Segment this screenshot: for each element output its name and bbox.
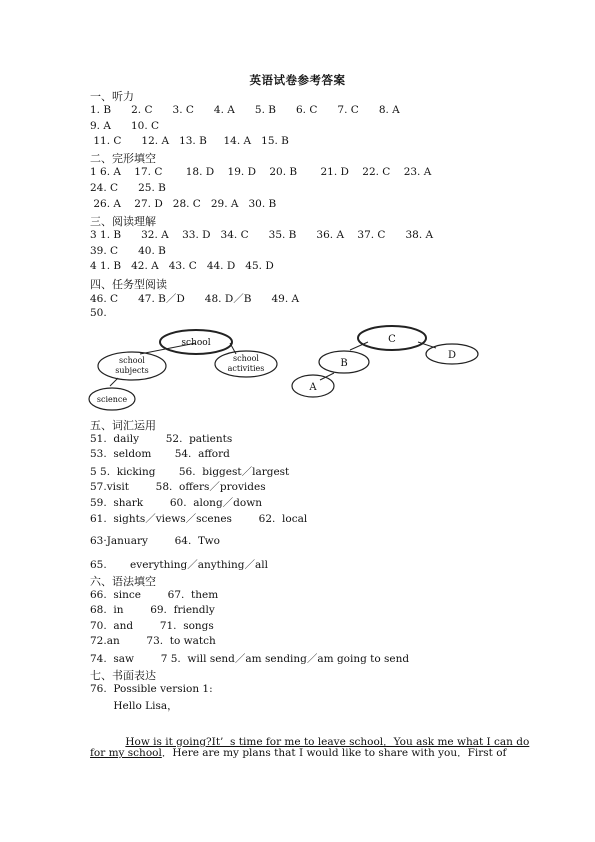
connector-line [110,378,118,386]
answer-line: 57.visit 58. offers／provides [90,481,266,493]
answer-line: 50. [90,307,107,319]
answer-line: 70. and 71. songs [90,620,214,632]
answer-line: 5 5. kicking 56. biggest／largest [90,466,290,478]
section-heading-reading: 三、阅读理解 [90,215,156,228]
school-node-label: school [181,338,211,348]
c-node-label: C [388,334,396,345]
a-node-label: A [309,382,317,393]
science-label: science [96,395,128,404]
school-activities-label-1: school [233,354,259,363]
school-subjects-label-1: school [119,356,145,365]
answer-line: 46. C 47. B／D 48. D／B 49. A [90,293,300,305]
page-title: 英语试卷参考答案 [249,73,346,87]
answer-line: 4 1. B 42. A 43. C 44. D 45. D [90,260,274,272]
answer-line: 65. everything／anything／all [90,559,268,571]
writing-version-label: 76. Possible version 1: [90,683,213,695]
section-heading-listening: 一、听力 [90,90,134,103]
answer-line: 66. since 67. them [90,589,219,601]
writing-greeting: Hello Lisa， [90,700,178,712]
answer-line: 1. B 2. C 3. C 4. A 5. B 6. C 7. C 8. A [90,104,400,116]
essay-underlined-text: for my school [90,747,162,759]
answer-line: 1 6. A 17. C 18. D 19. D 20. B 21. D 22. C 23. A [90,166,432,178]
section-heading-grammar: 六、语法填空 [90,575,156,588]
b-node-label: B [340,358,348,369]
answer-line: 63·January 64. Two [90,535,220,547]
section-heading-vocabulary: 五、词汇运用 [90,419,156,432]
answer-line: 3 1. B 32. A 33. D 34. C 35. B 36. A 37. C 38. A [90,229,434,241]
answer-line: 11. C 12. A 13. B 14. A 15. B [90,135,289,147]
answer-line: 74. saw 7 5. will send／am sending／am going to send [90,653,410,665]
answer-line: 68. in 69. friendly [90,604,215,616]
answer-line: 72.an 73. to watch [90,635,216,647]
answer-line: 26. A 27. D 28. C 29. A 30. B [90,198,277,210]
answer-line: 61. sights／views／scenes 62. local [90,513,308,525]
answer-line: 59. shark 60. along／down [90,497,262,509]
section-heading-writing: 七、书面表达 [90,669,156,682]
answer-line: 39. C 40. B [90,245,166,257]
answer-line: 9. A 10. C [90,120,160,132]
d-node-label: D [447,350,457,361]
essay-line-2 [90,745,510,760]
school-subjects-label-2: subjects [115,366,149,375]
essay-text: ．Here are my plans that I would like to share with you．First of [161,747,507,759]
mind-map-diagram [88,318,508,414]
section-heading-task-reading: 四、任务型阅读 [90,278,167,291]
answer-line: 53. seldom 54. afford [90,448,230,460]
answer-line: 24. C 25. B [90,182,166,194]
section-heading-cloze: 二、完形填空 [90,152,156,165]
essay-underlined-text: How is it going?It’ s time for me to leave school．You ask me what I can do [125,736,530,748]
school-activities-label-2: activities [227,364,265,373]
answer-line: 51. daily 52. patients [90,433,233,445]
